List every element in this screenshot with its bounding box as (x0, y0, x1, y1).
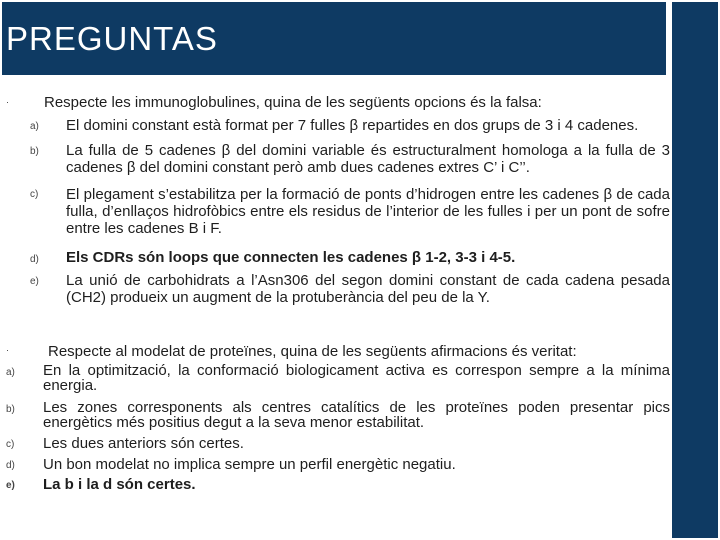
q2-option-a-text: En la optimització, la conformació biologicament activa es correspon sempre a la mínima energia. (43, 362, 670, 394)
question1-text: Respecte les immunoglobulines, quina de les següents opcions és la falsa: (44, 94, 542, 111)
q1-option-a-letter: a) (30, 121, 39, 132)
q1-option-e-text: La unió de carbohidrats a l’Asn306 del segon domini constant de cada cadena pesada (CH2) produeix un augment de la protuberància del peu de la Y. (66, 272, 670, 306)
q1-option-c-letter: c) (30, 189, 39, 200)
q1-option-b-letter: b) (30, 146, 39, 157)
question2-text: Respecte al modelat de proteïnes, quina de les següents afirmacions és veritat: (48, 343, 577, 360)
q1-option-a-text: El domini constant està format per 7 fulles β repartides en dos grups de 3 i 4 cadenes. (66, 117, 639, 134)
q1-option-d-letter: d) (30, 254, 39, 265)
right-accent-bar (672, 2, 718, 538)
slide-title: PREGUNTAS (6, 20, 218, 57)
bullet-q2: · (6, 345, 9, 355)
q2-option-e-text: La b i la d són certes. (43, 476, 196, 493)
q2-option-b-text: Les zones corresponents als centres catalítics de les proteïnes poden presentar pics energètics més positius degut a la seva menor estabilitat. (43, 399, 670, 431)
q1-option-b-text: La fulla de 5 cadenes β del domini variable és estructuralment homologa a la fulla de 3 cadenes β del domini constant però amb dues cadenes extres C’ i C’’. (66, 142, 670, 176)
q2-option-d-text: Un bon modelat no implica sempre un perfil energètic negatiu. (43, 456, 456, 473)
bullet-q1: · (6, 97, 9, 107)
q2-option-e-letter: e) (6, 480, 15, 491)
q2-option-d-letter: d) (6, 460, 15, 471)
q2-option-a-letter: a) (6, 367, 15, 378)
q1-option-c-text: El plegament s’estabilitza per la formació de ponts d’hidrogen entre les cadenes β de cada fulla, d’enllaços hidrofòbics entre els residus de l’interior de les fulles i per un pont de sofre entre les cadenes B i F. (66, 186, 670, 237)
q2-option-c-letter: c) (6, 439, 15, 450)
q1-option-d-text: Els CDRs són loops que connecten les cadenes β 1-2, 3-3 i 4-5. (66, 249, 516, 266)
q2-option-c-text: Les dues anteriors són certes. (43, 435, 244, 452)
q1-option-e-letter: e) (30, 276, 39, 287)
q2-option-b-letter: b) (6, 404, 15, 415)
